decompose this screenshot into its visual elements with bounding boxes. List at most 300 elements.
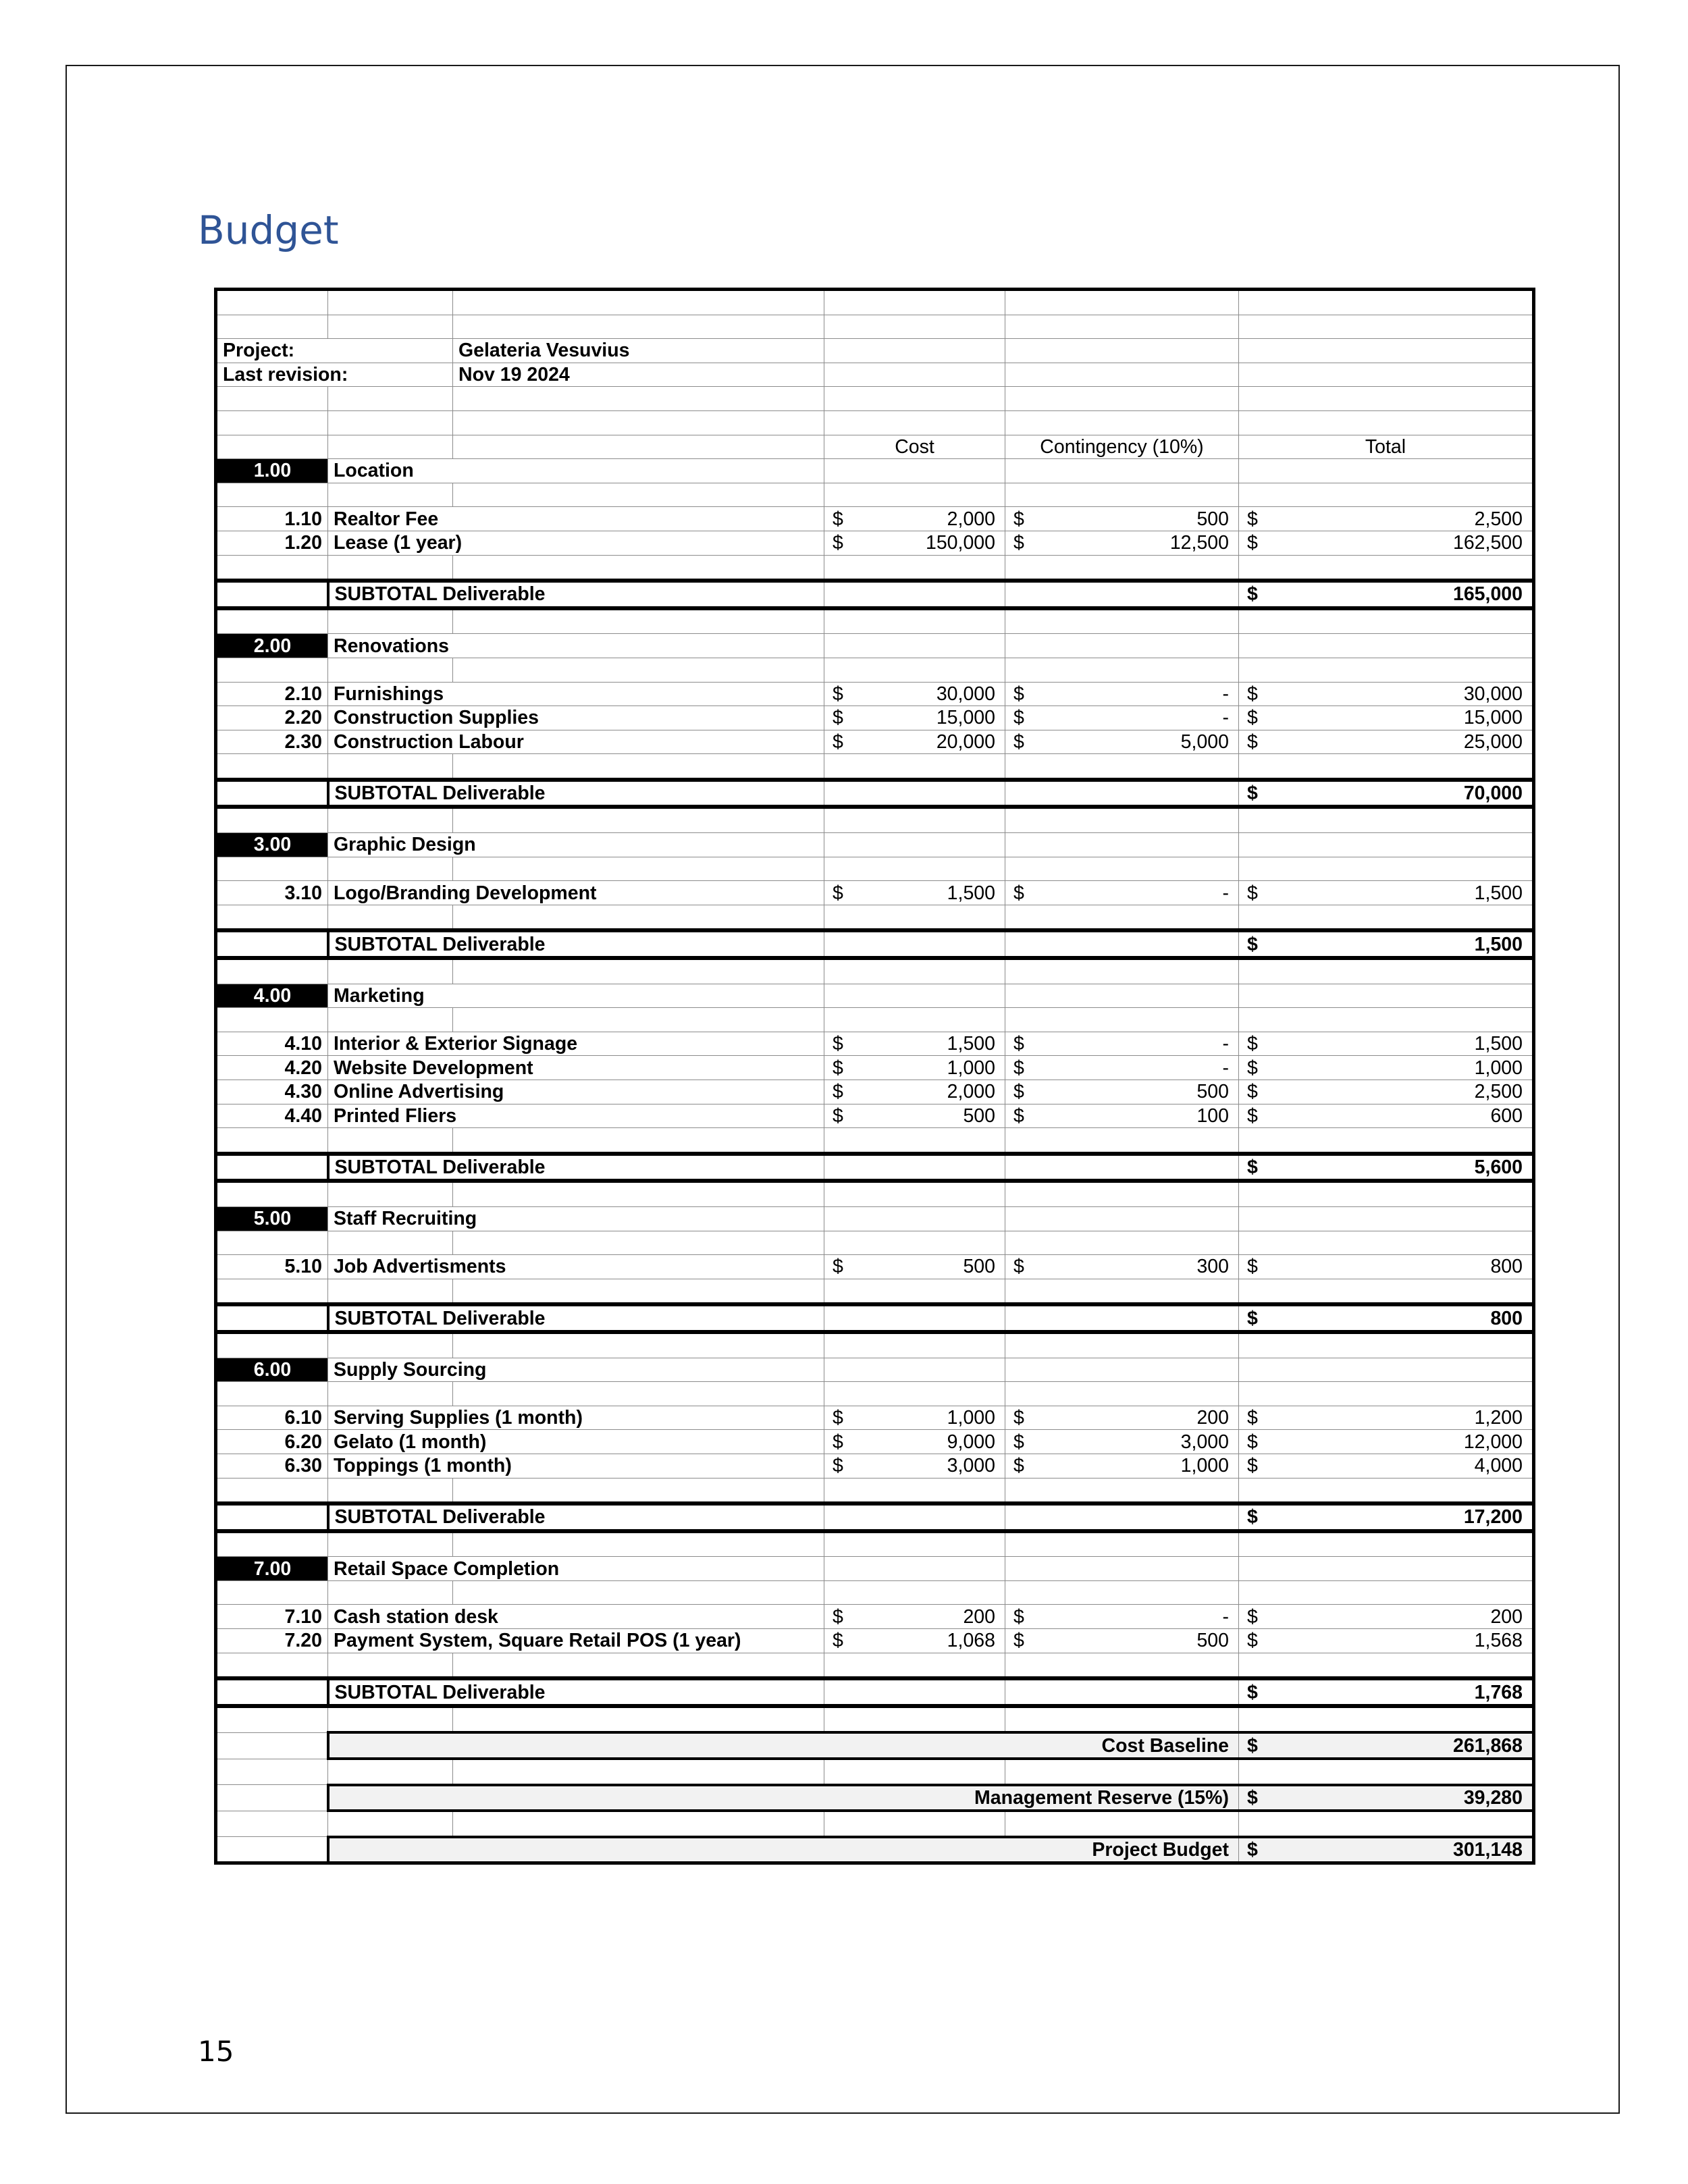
section-code: 3.00 [216, 833, 328, 857]
currency-symbol: $ [1013, 1431, 1024, 1453]
contingency-cell-value: 500 [1196, 1081, 1229, 1103]
item-code: 5.10 [216, 1255, 328, 1279]
cost-cell [824, 881, 1005, 905]
total-cell [1239, 682, 1534, 706]
total-cell [1239, 1104, 1534, 1128]
project-label: Project: [216, 339, 453, 363]
total-cell-value: 1,000 [1474, 1057, 1523, 1079]
item-code: 7.10 [216, 1605, 328, 1629]
cost-cell [824, 1104, 1005, 1128]
section-name: Supply Sourcing [328, 1358, 824, 1382]
item-name: Cash station desk [328, 1605, 824, 1629]
cost-cell [824, 682, 1005, 706]
section-code: 7.00 [216, 1557, 328, 1581]
cost-cell [824, 1430, 1005, 1454]
item-code: 6.30 [216, 1454, 328, 1478]
item-name: Online Advertising [328, 1080, 824, 1104]
cost-header: Cost [824, 435, 1005, 459]
currency-symbol: $ [1013, 1605, 1024, 1628]
summary-value-value: 39,280 [1463, 1786, 1523, 1809]
currency-symbol: $ [1013, 508, 1024, 530]
currency-symbol: $ [833, 1630, 843, 1652]
subtotal-total-value: 1,500 [1474, 933, 1523, 955]
revision-date: Nov 19 2024 [453, 363, 824, 387]
currency-symbol: $ [1247, 1839, 1258, 1861]
total-cell-value: 2,500 [1474, 1081, 1523, 1103]
line-item-row [216, 1430, 1534, 1454]
subtotal-total [1239, 1154, 1534, 1181]
item-name: Printed Fliers [328, 1104, 824, 1128]
contingency-cell [1005, 1605, 1239, 1629]
subtotal-row [216, 1678, 1534, 1706]
subtotal-total [1239, 1503, 1534, 1531]
contingency-cell [1005, 1032, 1239, 1056]
blank-row [216, 658, 1534, 682]
currency-symbol: $ [1247, 1256, 1258, 1278]
currency-symbol: $ [1247, 1307, 1258, 1329]
total-cell-value: 4,000 [1474, 1455, 1523, 1477]
currency-symbol: $ [1247, 1156, 1258, 1179]
blank-row [216, 857, 1534, 881]
currency-symbol: $ [1247, 1605, 1258, 1628]
line-item-row [216, 706, 1534, 730]
contingency-cell [1005, 1104, 1239, 1128]
item-name: Realtor Fee [328, 507, 824, 531]
section-header-row [216, 634, 1534, 658]
contingency-cell [1005, 1255, 1239, 1279]
subtotal-row [216, 1304, 1534, 1332]
contingency-cell [1005, 1454, 1239, 1478]
cost-cell [824, 507, 1005, 531]
blank-row [216, 483, 1534, 507]
subtotal-total [1239, 930, 1534, 958]
section-code: 1.00 [216, 459, 328, 483]
blank-row [216, 315, 1534, 339]
item-code: 6.20 [216, 1430, 328, 1454]
total-cell-value: 25,000 [1463, 730, 1523, 753]
section-header-row [216, 1557, 1534, 1581]
total-cell [1239, 706, 1534, 730]
currency-symbol: $ [833, 1605, 843, 1628]
subtotal-total [1239, 1304, 1534, 1332]
blank-row [216, 1580, 1534, 1605]
section-name: Location [328, 459, 824, 483]
line-item-row [216, 1080, 1534, 1104]
cost-cell-value: 15,000 [936, 707, 995, 729]
cost-cell [824, 1032, 1005, 1056]
subtotal-total [1239, 581, 1534, 608]
blank-row [216, 1811, 1534, 1837]
currency-symbol: $ [1247, 933, 1258, 955]
line-item-row [216, 1629, 1534, 1653]
page-number: 15 [198, 2035, 234, 2068]
summary-label: Project Budget [328, 1837, 1239, 1863]
currency-symbol: $ [1013, 707, 1024, 729]
contingency-cell-value: 500 [1196, 1630, 1229, 1652]
currency-symbol: $ [1247, 508, 1258, 530]
blank-row [216, 1181, 1534, 1206]
item-code: 1.20 [216, 531, 328, 555]
cost-cell [824, 1629, 1005, 1653]
cost-cell-value: 30,000 [936, 683, 995, 705]
blank-row [216, 1128, 1534, 1154]
summary-value-value: 261,868 [1452, 1734, 1523, 1757]
currency-symbol: $ [833, 532, 843, 554]
currency-symbol: $ [833, 1407, 843, 1429]
contingency-cell-value: - [1222, 1057, 1229, 1079]
currency-symbol: $ [1247, 1407, 1258, 1429]
subtotal-row [216, 1503, 1534, 1531]
subtotal-row [216, 581, 1534, 608]
contingency-cell-value: 200 [1196, 1407, 1229, 1429]
summary-value-value: 301,148 [1452, 1839, 1523, 1861]
blank-row [216, 608, 1534, 634]
currency-symbol: $ [1247, 1734, 1258, 1757]
contingency-cell [1005, 1430, 1239, 1454]
contingency-cell [1005, 1629, 1239, 1653]
cost-cell-value: 3,000 [947, 1455, 995, 1477]
currency-symbol: $ [1013, 683, 1024, 705]
revision-label: Last revision: [216, 363, 453, 387]
currency-symbol: $ [833, 683, 843, 705]
section-name: Retail Space Completion [328, 1557, 824, 1581]
cost-cell-value: 9,000 [947, 1431, 995, 1453]
subtotal-label: SUBTOTAL Deliverable [328, 1503, 824, 1531]
cost-cell [824, 531, 1005, 555]
cost-cell-value: 1,000 [947, 1057, 995, 1079]
section-code: 6.00 [216, 1358, 328, 1382]
currency-symbol: $ [1013, 1081, 1024, 1103]
blank-row [216, 1008, 1534, 1032]
blank-row [216, 1332, 1534, 1358]
total-cell-value: 1,500 [1474, 882, 1523, 904]
item-name: Interior & Exterior Signage [328, 1032, 824, 1056]
item-name: Toppings (1 month) [328, 1454, 824, 1478]
total-cell [1239, 1080, 1534, 1104]
blank-row [216, 290, 1534, 315]
blank-row [216, 1706, 1534, 1733]
line-item-row [216, 1406, 1534, 1430]
section-header-row [216, 1206, 1534, 1231]
currency-symbol: $ [1247, 532, 1258, 554]
blank-row [216, 905, 1534, 930]
contingency-cell-value: 300 [1196, 1256, 1229, 1278]
currency-symbol: $ [1013, 1630, 1024, 1652]
contingency-cell [1005, 1406, 1239, 1430]
total-cell-value: 15,000 [1463, 707, 1523, 729]
line-item-row [216, 531, 1534, 555]
cost-cell [824, 1255, 1005, 1279]
item-code: 4.40 [216, 1104, 328, 1128]
contingency-cell [1005, 1056, 1239, 1080]
item-name: Logo/Branding Development [328, 881, 824, 905]
cost-cell [824, 1454, 1005, 1478]
cost-cell-value: 1,500 [947, 882, 995, 904]
currency-symbol: $ [833, 1057, 843, 1079]
section-code: 4.00 [216, 984, 328, 1008]
total-cell [1239, 1430, 1534, 1454]
summary-value [1239, 1837, 1534, 1863]
contingency-cell-value: 12,500 [1169, 532, 1229, 554]
cost-cell [824, 706, 1005, 730]
currency-symbol: $ [833, 1104, 843, 1127]
cost-cell-value: 2,000 [947, 508, 995, 530]
total-cell-value: 1,568 [1474, 1630, 1523, 1652]
subtotal-row [216, 930, 1534, 958]
section-header-row [216, 459, 1534, 483]
line-item-row [216, 682, 1534, 706]
summary-label: Management Reserve (15%) [328, 1785, 1239, 1811]
project-name: Gelateria Vesuvius [453, 339, 824, 363]
summary-label: Cost Baseline [328, 1732, 1239, 1759]
currency-symbol: $ [833, 1081, 843, 1103]
summary-row [216, 1732, 1534, 1759]
currency-symbol: $ [1247, 1681, 1258, 1703]
blank-row [216, 1653, 1534, 1678]
subtotal-total-value: 800 [1490, 1307, 1523, 1329]
total-header: Total [1239, 435, 1534, 459]
currency-symbol: $ [1247, 882, 1258, 904]
currency-symbol: $ [1013, 1057, 1024, 1079]
item-name: Lease (1 year) [328, 531, 824, 555]
blank-row [216, 555, 1534, 581]
blank-row [216, 1759, 1534, 1785]
subtotal-row [216, 1154, 1534, 1181]
total-cell-value: 200 [1490, 1605, 1523, 1628]
item-code: 4.10 [216, 1032, 328, 1056]
subtotal-total [1239, 1678, 1534, 1706]
subtotal-label: SUBTOTAL Deliverable [328, 1154, 824, 1181]
total-cell [1239, 507, 1534, 531]
cost-cell [824, 1605, 1005, 1629]
currency-symbol: $ [1013, 1256, 1024, 1278]
column-header-row [216, 435, 1534, 459]
item-code: 2.20 [216, 706, 328, 730]
blank-row [216, 958, 1534, 984]
currency-symbol: $ [1013, 532, 1024, 554]
section-code: 5.00 [216, 1206, 328, 1231]
currency-symbol: $ [833, 1033, 843, 1055]
contingency-cell-value: - [1222, 1033, 1229, 1055]
line-item-row [216, 1605, 1534, 1629]
item-name: Construction Labour [328, 730, 824, 754]
summary-row [216, 1785, 1534, 1811]
currency-symbol: $ [833, 882, 843, 904]
currency-symbol: $ [833, 1256, 843, 1278]
blank-row [216, 1531, 1534, 1557]
section-header-row [216, 1358, 1534, 1382]
currency-symbol: $ [833, 1455, 843, 1477]
blank-row [216, 1382, 1534, 1406]
section-header-row [216, 833, 1534, 857]
subtotal-row [216, 780, 1534, 807]
currency-symbol: $ [1013, 882, 1024, 904]
total-cell [1239, 1255, 1534, 1279]
cost-cell-value: 500 [963, 1104, 995, 1127]
item-code: 2.30 [216, 730, 328, 754]
summary-value [1239, 1785, 1534, 1811]
item-code: 3.10 [216, 881, 328, 905]
currency-symbol: $ [1013, 1033, 1024, 1055]
item-name: Website Development [328, 1056, 824, 1080]
cost-cell [824, 730, 1005, 754]
item-name: Construction Supplies [328, 706, 824, 730]
subtotal-label: SUBTOTAL Deliverable [328, 1304, 824, 1332]
section-code: 2.00 [216, 634, 328, 658]
currency-symbol: $ [1247, 1033, 1258, 1055]
cost-cell-value: 500 [963, 1256, 995, 1278]
contingency-cell-value: - [1222, 683, 1229, 705]
item-code: 1.10 [216, 507, 328, 531]
total-cell [1239, 1605, 1534, 1629]
total-cell-value: 12,000 [1463, 1431, 1523, 1453]
cost-cell-value: 150,000 [925, 532, 995, 554]
cost-cell [824, 1406, 1005, 1430]
total-cell-value: 2,500 [1474, 508, 1523, 530]
subtotal-total [1239, 780, 1534, 807]
total-cell-value: 1,200 [1474, 1407, 1523, 1429]
line-item-row [216, 507, 1534, 531]
section-name: Renovations [328, 634, 824, 658]
currency-symbol: $ [1247, 782, 1258, 805]
total-cell-value: 1,500 [1474, 1033, 1523, 1055]
summary-row [216, 1837, 1534, 1863]
item-code: 7.20 [216, 1629, 328, 1653]
subtotal-total-value: 5,600 [1474, 1156, 1523, 1179]
contingency-cell-value: 1,000 [1180, 1455, 1229, 1477]
currency-symbol: $ [1247, 1506, 1258, 1528]
cost-cell-value: 1,500 [947, 1033, 995, 1055]
contingency-cell [1005, 1080, 1239, 1104]
currency-symbol: $ [1247, 707, 1258, 729]
subtotal-label: SUBTOTAL Deliverable [328, 780, 824, 807]
currency-symbol: $ [1013, 730, 1024, 753]
currency-symbol: $ [1247, 1455, 1258, 1477]
contingency-cell-value: - [1222, 1605, 1229, 1628]
subtotal-total-value: 1,768 [1474, 1681, 1523, 1703]
total-cell [1239, 1629, 1534, 1653]
subtotal-total-value: 17,200 [1463, 1506, 1523, 1528]
subtotal-total-value: 70,000 [1463, 782, 1523, 805]
cost-cell-value: 1,068 [947, 1630, 995, 1652]
section-name: Marketing [328, 984, 824, 1008]
item-name: Serving Supplies (1 month) [328, 1406, 824, 1430]
subtotal-label: SUBTOTAL Deliverable [328, 930, 824, 958]
item-name: Furnishings [328, 682, 824, 706]
total-cell-value: 162,500 [1452, 532, 1523, 554]
currency-symbol: $ [1247, 1431, 1258, 1453]
total-cell-value: 600 [1490, 1104, 1523, 1127]
line-item-row [216, 730, 1534, 754]
total-cell [1239, 531, 1534, 555]
item-code: 4.30 [216, 1080, 328, 1104]
contingency-cell [1005, 531, 1239, 555]
contingency-cell [1005, 507, 1239, 531]
blank-row [216, 387, 1534, 411]
project-row [216, 339, 1534, 363]
contingency-cell-value: - [1222, 882, 1229, 904]
contingency-cell [1005, 730, 1239, 754]
cost-cell [824, 1080, 1005, 1104]
section-name: Graphic Design [328, 833, 824, 857]
line-item-row [216, 1032, 1534, 1056]
contingency-cell [1005, 881, 1239, 905]
currency-symbol: $ [1247, 730, 1258, 753]
currency-symbol: $ [1013, 1407, 1024, 1429]
currency-symbol: $ [1013, 1455, 1024, 1477]
item-code: 6.10 [216, 1406, 328, 1430]
contingency-cell [1005, 706, 1239, 730]
currency-symbol: $ [833, 707, 843, 729]
contingency-cell-value: 500 [1196, 508, 1229, 530]
total-cell-value: 30,000 [1463, 683, 1523, 705]
currency-symbol: $ [1013, 1104, 1024, 1127]
total-cell [1239, 730, 1534, 754]
contingency-cell-value: - [1222, 707, 1229, 729]
currency-symbol: $ [833, 730, 843, 753]
line-item-row [216, 1104, 1534, 1128]
line-item-row [216, 881, 1534, 905]
item-name: Job Advertisments [328, 1255, 824, 1279]
subtotal-total-value: 165,000 [1452, 583, 1523, 606]
section-name: Staff Recruiting [328, 1206, 824, 1231]
currency-symbol: $ [833, 508, 843, 530]
contingency-cell-value: 3,000 [1180, 1431, 1229, 1453]
contingency-cell-value: 5,000 [1180, 730, 1229, 753]
cost-cell-value: 2,000 [947, 1081, 995, 1103]
summary-value [1239, 1732, 1534, 1759]
line-item-row [216, 1056, 1534, 1080]
currency-symbol: $ [1247, 1104, 1258, 1127]
blank-row [216, 807, 1534, 832]
line-item-row [216, 1454, 1534, 1478]
total-cell-value: 800 [1490, 1256, 1523, 1278]
section-header-row [216, 984, 1534, 1008]
total-cell [1239, 1032, 1534, 1056]
page-title: Budget [198, 207, 339, 253]
currency-symbol: $ [1247, 1081, 1258, 1103]
contingency-cell-value: 100 [1196, 1104, 1229, 1127]
item-code: 2.10 [216, 682, 328, 706]
blank-row [216, 1279, 1534, 1304]
total-cell [1239, 1406, 1534, 1430]
blank-row [216, 1231, 1534, 1255]
blank-row [216, 754, 1534, 780]
total-cell [1239, 881, 1534, 905]
total-cell [1239, 1056, 1534, 1080]
currency-symbol: $ [1247, 683, 1258, 705]
revision-row [216, 363, 1534, 387]
subtotal-label: SUBTOTAL Deliverable [328, 1678, 824, 1706]
contingency-cell [1005, 682, 1239, 706]
blank-row [216, 1478, 1534, 1503]
currency-symbol: $ [1247, 583, 1258, 606]
currency-symbol: $ [1247, 1057, 1258, 1079]
cost-cell-value: 1,000 [947, 1407, 995, 1429]
contingency-header: Contingency (10%) [1005, 435, 1239, 459]
line-item-row [216, 1255, 1534, 1279]
cost-cell-value: 200 [963, 1605, 995, 1628]
blank-row [216, 410, 1534, 435]
currency-symbol: $ [1247, 1786, 1258, 1809]
total-cell [1239, 1454, 1534, 1478]
subtotal-label: SUBTOTAL Deliverable [328, 581, 824, 608]
currency-symbol: $ [833, 1431, 843, 1453]
budget-table [214, 288, 1535, 1865]
cost-cell-value: 20,000 [936, 730, 995, 753]
cost-cell [824, 1056, 1005, 1080]
currency-symbol: $ [1247, 1630, 1258, 1652]
